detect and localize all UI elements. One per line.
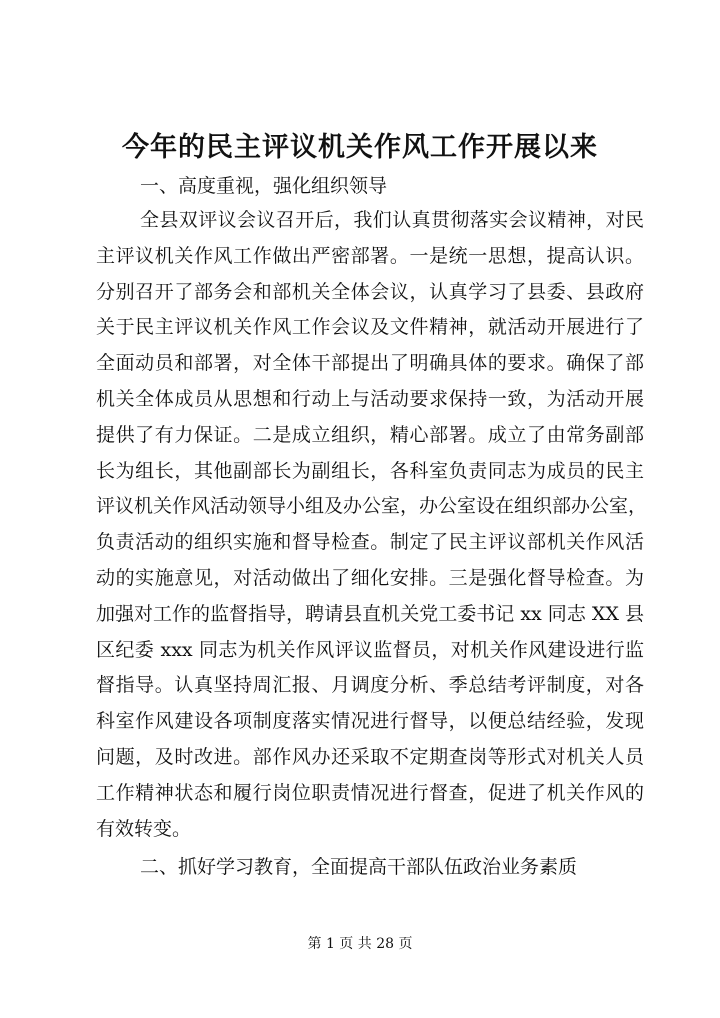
paragraph-line: 提供了有力保证。二是成立组织，精心部署。成立了由常务副部 xyxy=(96,423,644,446)
paragraph-line: 负责活动的组织实施和督导检查。制定了民主评议部机关作风活 xyxy=(96,531,644,554)
paragraph-line: 督指导。认真坚持周汇报、月调度分析、季总结考评制度，对各 xyxy=(96,674,644,697)
paragraph-line: 机关全体成员从思想和行动上与活动要求保持一致，为活动开展 xyxy=(96,387,644,410)
paragraph-line: 科室作风建设各项制度落实情况进行督导，以便总结经验，发现 xyxy=(96,710,644,733)
paragraph-line: 工作精神状态和履行岗位职责情况进行督查，促进了机关作风的 xyxy=(96,781,644,804)
section-heading-2: 二、抓好学习教育，全面提高干部队伍政治业务素质 xyxy=(140,856,578,878)
paragraph-line: 关于民主评议机关作风工作会议及文件精神，就活动开展进行了 xyxy=(96,316,644,339)
paragraph-line: 分别召开了部务会和部机关全体会议，认真学习了县委、县政府 xyxy=(96,280,644,303)
section-heading-1: 一、高度重视，强化组织领导 xyxy=(140,175,388,197)
body-paragraph xyxy=(96,203,648,847)
paragraph-line: 问题，及时改进。部作风办还采取不定期查岗等形式对机关人员 xyxy=(96,745,644,768)
paragraph-line: 加强对工作的监督指导，聘请县直机关党工委书记 xx 同志 XX 县 xyxy=(96,602,644,625)
page-footer: 第 1 页 共 28 页 xyxy=(307,936,413,952)
paragraph-line: 动的实施意见，对活动做出了细化安排。三是强化督导检查。为 xyxy=(96,566,644,589)
paragraph-line: 有效转变。 xyxy=(96,817,192,840)
paragraph-line: 主评议机关作风工作做出严密部署。一是统一思想，提高认识。 xyxy=(96,244,644,267)
paragraph-line: 长为组长，其他副部长为副组长，各科室负责同志为成员的民主 xyxy=(96,459,644,482)
document-title: 今年的民主评议机关作风工作开展以来 xyxy=(122,132,598,163)
paragraph-line: 全面动员和部署，对全体干部提出了明确具体的要求。确保了部 xyxy=(96,352,644,375)
paragraph-line: 评议机关作风活动领导小组及办公室，办公室设在组织部办公室， xyxy=(96,495,648,518)
paragraph-line: 区纪委 xxx 同志为机关作风评议监督员，对机关作风建设进行监 xyxy=(96,638,644,661)
paragraph-line: 全县双评议会议召开后，我们认真贯彻落实会议精神，对民 xyxy=(140,209,644,231)
